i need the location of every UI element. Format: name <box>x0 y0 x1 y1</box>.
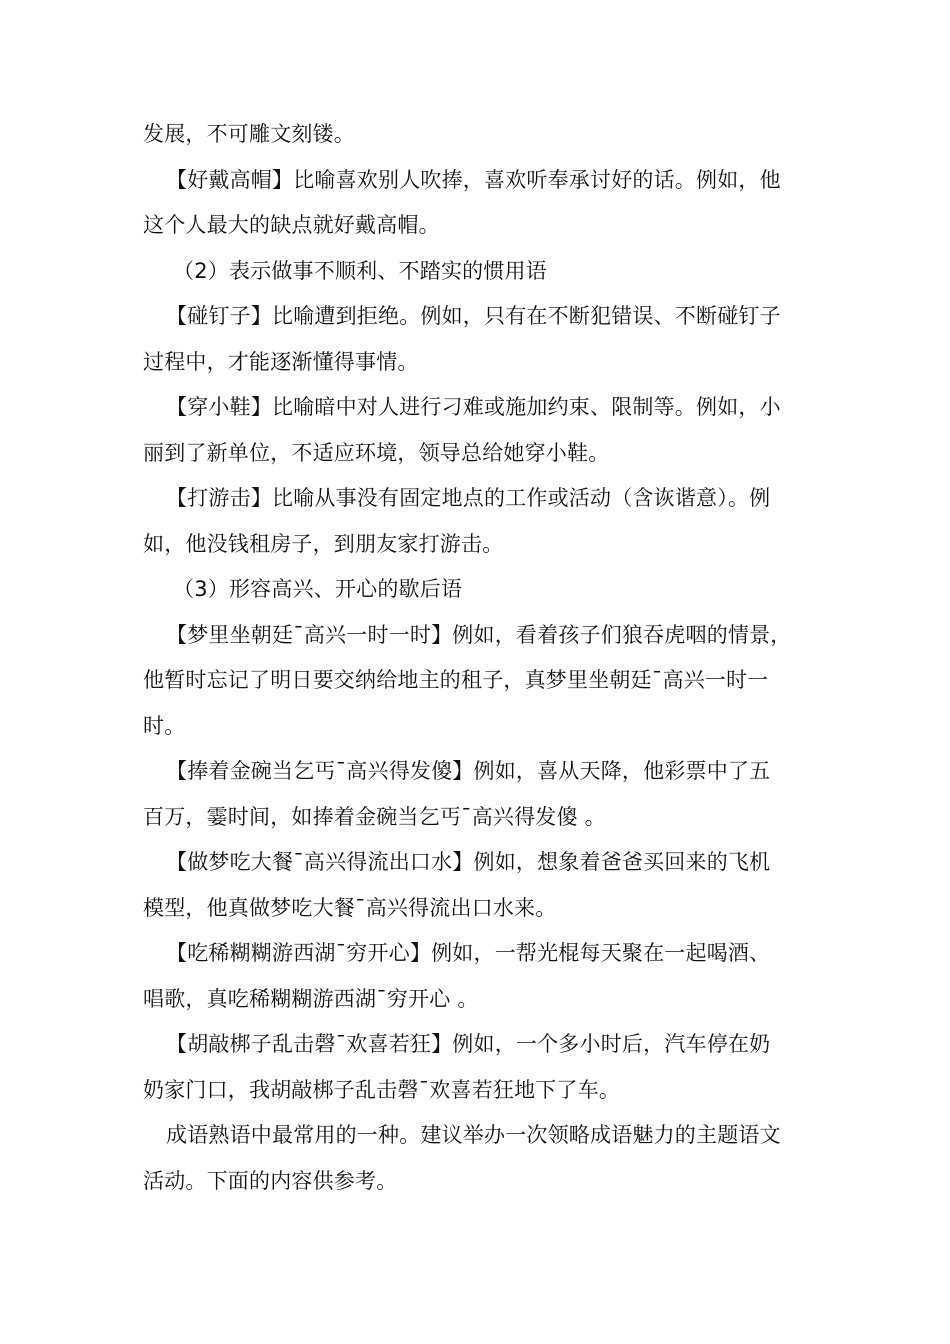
text-line: 【好戴高帽】比喻喜欢别人吹捧，喜欢听奉承讨好的话。例如，他 <box>166 167 781 192</box>
document-body <box>143 112 811 1204</box>
text-line: 【捧着金碗当乞丐¯高兴得发傻】例如，喜从天降，他彩票中了五 <box>166 759 771 783</box>
text-line: 唱歌，真吃稀糊糊游西湖¯穷开心 。 <box>143 986 479 1011</box>
text-line: 【穿小鞋】比喻暗中对人进行刁难或施加约束、限制等。例如，小 <box>166 395 781 419</box>
text-line: 发展，不可雕文刻镂。 <box>143 122 355 146</box>
section-heading: （3）形容高兴、开心的歇后语 <box>173 577 463 601</box>
text-line: 成语熟语中最常用的一种。建议举办一次领略成语魅力的主题语文 <box>166 1123 781 1147</box>
text-line: 【做梦吃大餐¯高兴得流出口水】例如，想象着爸爸买回来的飞机 <box>166 850 771 874</box>
text-line: 这个人最大的缺点就好戴高帽。 <box>143 213 440 237</box>
text-line: 【胡敲梆子乱击磬¯欢喜若狂】例如，一个多小时后，汽车停在奶 <box>166 1032 771 1056</box>
text-line: 【碰钉子】比喻遭到拒绝。例如，只有在不断犯错误、不断碰钉子 <box>166 304 781 328</box>
text-line: 过程中，才能逐渐懂得事情。 <box>143 349 419 374</box>
text-line: 【打游击】比喻从事没有固定地点的工作或活动（含诙谐意）。例 <box>166 486 771 510</box>
text-line: 时。 <box>143 713 186 738</box>
text-line: 如，他没钱租房子，到朋友家打游击。 <box>143 531 504 556</box>
text-line: 百万，霎时间，如捧着金碗当乞丐¯高兴得发傻 。 <box>143 804 606 829</box>
text-line: 【吃稀糊糊游西湖¯穷开心】例如，一帮光棍每天聚在一起喝酒、 <box>166 941 771 965</box>
text-line: 他暂时忘记了明日要交纳给地主的租子，真梦里坐朝廷¯高兴一时一 <box>143 668 769 692</box>
section-heading: （2）表示做事不顺利、不踏实的惯用语 <box>173 258 547 283</box>
text-line: 活动。下面的内容供参考。 <box>143 1168 398 1193</box>
text-line: 丽到了新单位，不适应环境，领导总给她穿小鞋。 <box>143 440 610 465</box>
text-line: 奶家门口，我胡敲梆子乱击磬¯欢喜若狂地下了车。 <box>143 1077 621 1102</box>
text-line: 【梦里坐朝廷¯高兴一时一时】例如，看着孩子们狼吞虎咽的情景， <box>166 622 792 647</box>
text-line: 模型，他真做梦吃大餐¯高兴得流出口水来。 <box>143 895 557 920</box>
